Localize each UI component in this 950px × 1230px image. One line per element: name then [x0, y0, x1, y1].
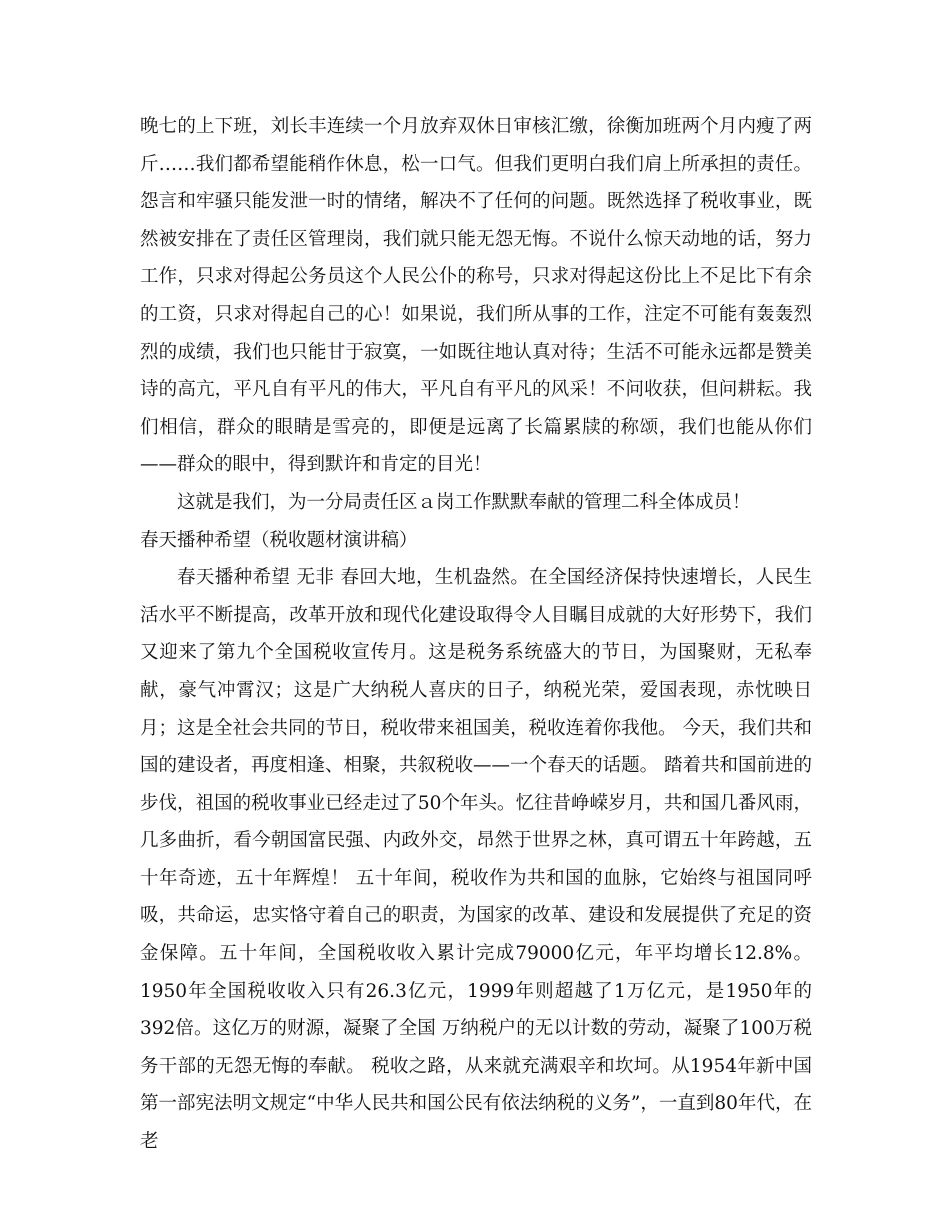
section-title: 春天播种希望（税收题材演讲稿）	[140, 529, 418, 551]
paragraph-1: 晚七的上下班，刘长丰连续一个月放弃双休日审核汇缴，徐衡加班两个月内瘦了两斤……我们都希望能稍作休息，松一口气。但我们更明白我们肩上所承担的责任。怨言和牢骚只能发泄一时的情绪，解决不了任何的问题。既然选择了税收事业，既然被安排在了责任区管理岗，我们就只能无怨无悔。不说什么惊天动地的话，努力工作，只求对得起公务员这个人民公仆的称号，只求对得起这份比上不足比下有余的工资，只求对得起自己的心！如果说，我们所从事的工作，注定不可能有轰轰烈烈的成绩，我们也只能甘于寂寞，一如既往地认真对待；生活不可能永远都是赞美诗的高亢，平凡自有平凡的伟大，平凡自有平凡的风采！不问收获，但问耕耘。我们相信，群众的眼睛是雪亮的，即便是远离了长篇累牍的称颂，我们也能从你们——群众的眼中，得到默许和肯定的目光！	[140, 116, 812, 476]
paragraph-2: 这就是我们，为一分局责任区ａ岗工作默默奉献的管理二科全体成员！	[177, 491, 751, 513]
document-body	[140, 108, 812, 1161]
paragraph-3: 春天播种希望 无非 春回大地，生机盎然。在全国经济保持快速增长，人民生活水平不断提高，改革开放和现代化建设取得令人目瞩目成就的大好形势下，我们又迎来了第九个全国税收宣传月。这是税务系统盛大的节日，为国聚财，无私奉献，豪气冲霄汉；这是广大纳税人喜庆的日子，纳税光荣，爱国表现，赤忱映日月；这是全社会共同的节日，税收带来祖国美，税收连着你我他。 今天，我们共和国的建设者，再度相逢、相聚，共叙税收——一个春天的话题。 踏着共和国前进的步伐，祖国的税收事业已经走过了50个年头。忆往昔峥嵘岁月，共和国几番风雨，几多曲折，看今朝国富民强、内政外交，昂然于世界之林，真可谓五十年跨越，五十年奇迹，五十年辉煌！ 五十年间，税收作为共和国的血脉，它始终与祖国同呼吸，共命运，忠实恪守着自己的职责，为国家的改革、建设和发展提供了充足的资金保障。五十年间，全国税收收入累计完成79000亿元，年平均增长12.8%。1950年全国税收收入只有26.3亿元，1999年则超越了1万亿元，是1950年的392倍。这亿万的财源，凝聚了全国 万纳税户的无以计数的劳动，凝聚了100万税务干部的无怨无悔的奉献。 税收之路，从来就充满艰辛和坎坷。从1954年新中国第一部宪法明文规定“中华人民共和国公民有依法纳税的义务”，一直到80年代，在老	[140, 567, 812, 1153]
